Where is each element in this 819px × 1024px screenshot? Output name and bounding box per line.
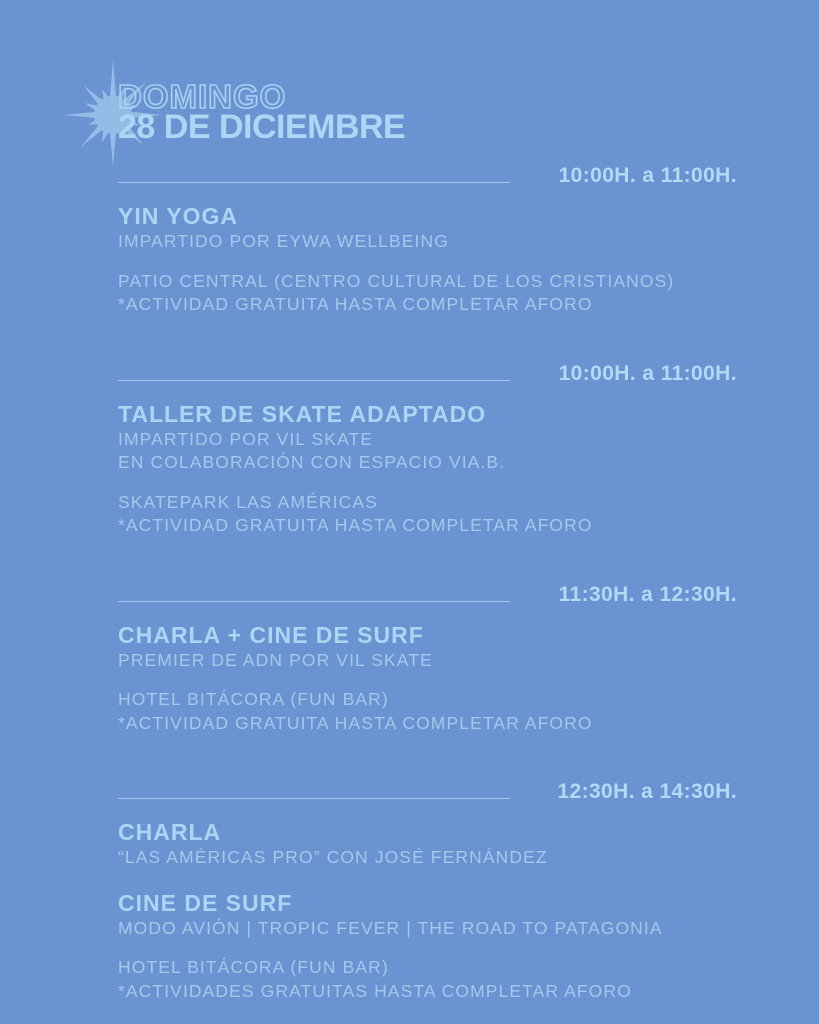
event-title: TALLER DE SKATE ADAPTADO [118, 400, 487, 427]
divider-line [118, 798, 510, 799]
event-title: YIN YOGA [118, 203, 239, 229]
schedule-section-yin-yoga [118, 163, 737, 317]
divider-line [118, 182, 510, 183]
event-subtitle: IMPARTIDO POR VIL SKATE [118, 428, 374, 449]
venue-line: PATIO CENTRAL (CENTRO CULTURAL DE LOS CRISTIANOS) [118, 270, 675, 291]
venue-block [118, 491, 737, 538]
poster-header [118, 0, 737, 146]
event-block [118, 401, 737, 475]
schedule-section-charla-y-cine [118, 779, 737, 1003]
venue-note: *ACTIVIDAD GRATUITA HASTA COMPLETAR AFORO [118, 294, 593, 314]
divider-line [118, 601, 510, 602]
venue-block [118, 956, 737, 1003]
time-range: 10:00H. a 11:00H. [558, 164, 737, 187]
schedule-section-taller-skate [118, 361, 737, 538]
event-subtitle: EN COLABORACIÓN CON ESPACIO VIA.B. [118, 452, 506, 472]
event-subtitle: “LAS AMÉRICAS PRO” CON JOSÉ FERNÁNDEZ [118, 847, 548, 867]
event-block [118, 890, 737, 941]
schedule-section-charla-cine [118, 582, 737, 736]
section-head [118, 361, 737, 387]
venue-note: *ACTIVIDAD GRATUITA HASTA COMPLETAR AFORO [118, 515, 593, 535]
time-range: 10:00H. a 11:00H. [558, 361, 737, 385]
venue-line: SKATEPARK LAS AMÉRICAS [118, 491, 378, 512]
venue-line: HOTEL BITÁCORA (FUN BAR) [118, 689, 389, 709]
section-head [118, 779, 737, 805]
event-subtitle: MODO AVIÓN | TROPIC FEVER | THE ROAD TO PATAGONIA [118, 917, 663, 938]
event-title: CINE DE SURF [118, 889, 293, 916]
weekday-heading: DOMINGO [118, 78, 287, 115]
venue-line: HOTEL BITÁCORA (FUN BAR) [118, 957, 389, 977]
time-range: 12:30H. a 14:30H. [557, 780, 737, 803]
divider-line [118, 380, 510, 381]
venue-block [118, 270, 737, 317]
section-head [118, 582, 737, 608]
time-range: 11:30H. a 12:30H. [558, 582, 737, 606]
venue-note: *ACTIVIDADES GRATUITAS HASTA COMPLETAR AFORO [118, 980, 632, 1001]
event-block [118, 819, 737, 870]
event-subtitle: PREMIER DE ADN POR VIL SKATE [118, 649, 433, 670]
event-title: CHARLA + CINE DE SURF [118, 621, 424, 648]
event-block [118, 203, 737, 254]
venue-note: *ACTIVIDAD GRATUITA HASTA COMPLETAR AFORO [118, 712, 593, 733]
section-head [118, 163, 737, 189]
date-heading: 28 DE DICIEMBRE [118, 108, 406, 146]
event-block [118, 622, 737, 673]
event-subtitle: IMPARTIDO POR EYWA WELLBEING [118, 231, 449, 251]
event-title: CHARLA [118, 819, 222, 845]
venue-block [118, 688, 737, 735]
